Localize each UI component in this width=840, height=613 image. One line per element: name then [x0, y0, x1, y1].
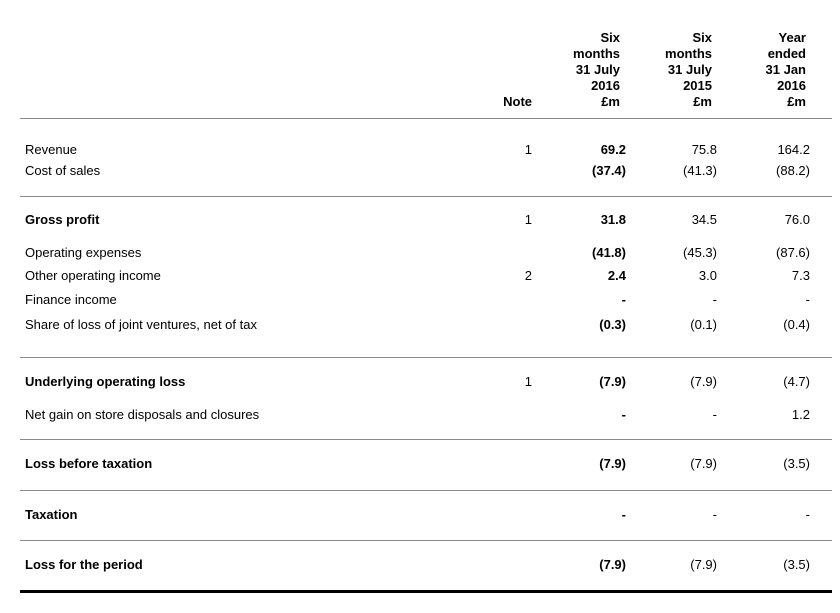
row-value-2015: 75.8	[691, 142, 717, 157]
row-value-2015: 3.0	[698, 268, 717, 283]
table-row	[0, 373, 840, 391]
row-label: Revenue	[25, 142, 78, 157]
table-row	[0, 141, 840, 159]
row-value-2016: 69.2	[600, 142, 626, 157]
row-value-year: -	[805, 507, 810, 522]
row-value-2016: (7.9)	[599, 557, 626, 572]
table-row	[0, 506, 840, 524]
row-label: Net gain on store disposals and closures	[25, 407, 260, 422]
row-value-2015: (7.9)	[690, 374, 717, 389]
row-value-2016: (37.4)	[592, 163, 626, 178]
row-value-year: 164.2	[777, 142, 810, 157]
rule-after-loss-before-tax	[20, 490, 832, 491]
rule-after-share-of-loss	[20, 357, 832, 358]
row-value-2015: (7.9)	[690, 456, 717, 471]
row-value-year: (0.4)	[783, 317, 810, 332]
row-value-year: (88.2)	[776, 163, 810, 178]
table-row	[0, 211, 840, 229]
row-value-2015: (0.1)	[690, 317, 717, 332]
row-value-2016: -	[621, 292, 626, 307]
row-label: Operating expenses	[25, 245, 142, 260]
row-value-2016: (7.9)	[599, 456, 626, 471]
row-label: Taxation	[25, 507, 78, 522]
row-label: Other operating income	[25, 268, 161, 283]
row-value-year: (4.7)	[783, 374, 810, 389]
row-value-2016: 31.8	[600, 212, 626, 227]
row-value-2016: -	[621, 407, 626, 422]
table-row	[0, 244, 840, 262]
row-label: Share of loss of joint ventures, net of tax	[25, 317, 257, 332]
row-value-2015: -	[712, 292, 717, 307]
row-value-year: (3.5)	[783, 456, 810, 471]
row-value-year: (87.6)	[776, 245, 810, 260]
row-value-year: 7.3	[791, 268, 810, 283]
row-label: Gross profit	[25, 212, 100, 227]
row-note: 2	[524, 268, 532, 283]
row-value-year: -	[805, 292, 810, 307]
row-value-2016: (7.9)	[599, 374, 626, 389]
header-note: Note	[503, 94, 532, 109]
table-row	[0, 406, 840, 424]
row-value-2016: -	[621, 507, 626, 522]
rule-after-net-gain	[20, 439, 832, 440]
row-value-2015: (7.9)	[690, 557, 717, 572]
bottom-double-rule	[20, 590, 832, 593]
table-row	[0, 556, 840, 574]
row-note: 1	[524, 142, 532, 157]
row-value-year: 76.0	[784, 212, 810, 227]
table-row	[0, 267, 840, 285]
row-value-2015: -	[712, 507, 717, 522]
table-row	[0, 316, 840, 334]
row-value-2015: -	[712, 407, 717, 422]
header-year-ended-2016: Year ended 31 Jan 2016 £m	[765, 30, 806, 109]
row-value-2015: 34.5	[691, 212, 717, 227]
rule-after-cost-of-sales	[20, 196, 832, 197]
table-row	[0, 162, 840, 180]
row-value-year: 1.2	[791, 407, 810, 422]
row-label: Loss before taxation	[25, 456, 153, 471]
row-label: Finance income	[25, 292, 117, 307]
header-rule	[20, 118, 832, 119]
row-value-2016: (41.8)	[592, 245, 626, 260]
row-value-2016: 2.4	[607, 268, 626, 283]
row-value-year: (3.5)	[783, 557, 810, 572]
row-note: 1	[524, 374, 532, 389]
row-label: Cost of sales	[25, 163, 101, 178]
row-value-2015: (45.3)	[683, 245, 717, 260]
row-label: Loss for the period	[25, 557, 143, 572]
header-six-months-2016: Six months 31 July 2016 £m	[573, 30, 620, 109]
rule-after-taxation	[20, 540, 832, 541]
table-row	[0, 455, 840, 473]
table-row	[0, 291, 840, 309]
row-value-2015: (41.3)	[683, 163, 717, 178]
row-value-2016: (0.3)	[599, 317, 626, 332]
header-six-months-2015: Six months 31 July 2015 £m	[665, 30, 712, 109]
row-note: 1	[524, 212, 532, 227]
row-label: Underlying operating loss	[25, 374, 186, 389]
